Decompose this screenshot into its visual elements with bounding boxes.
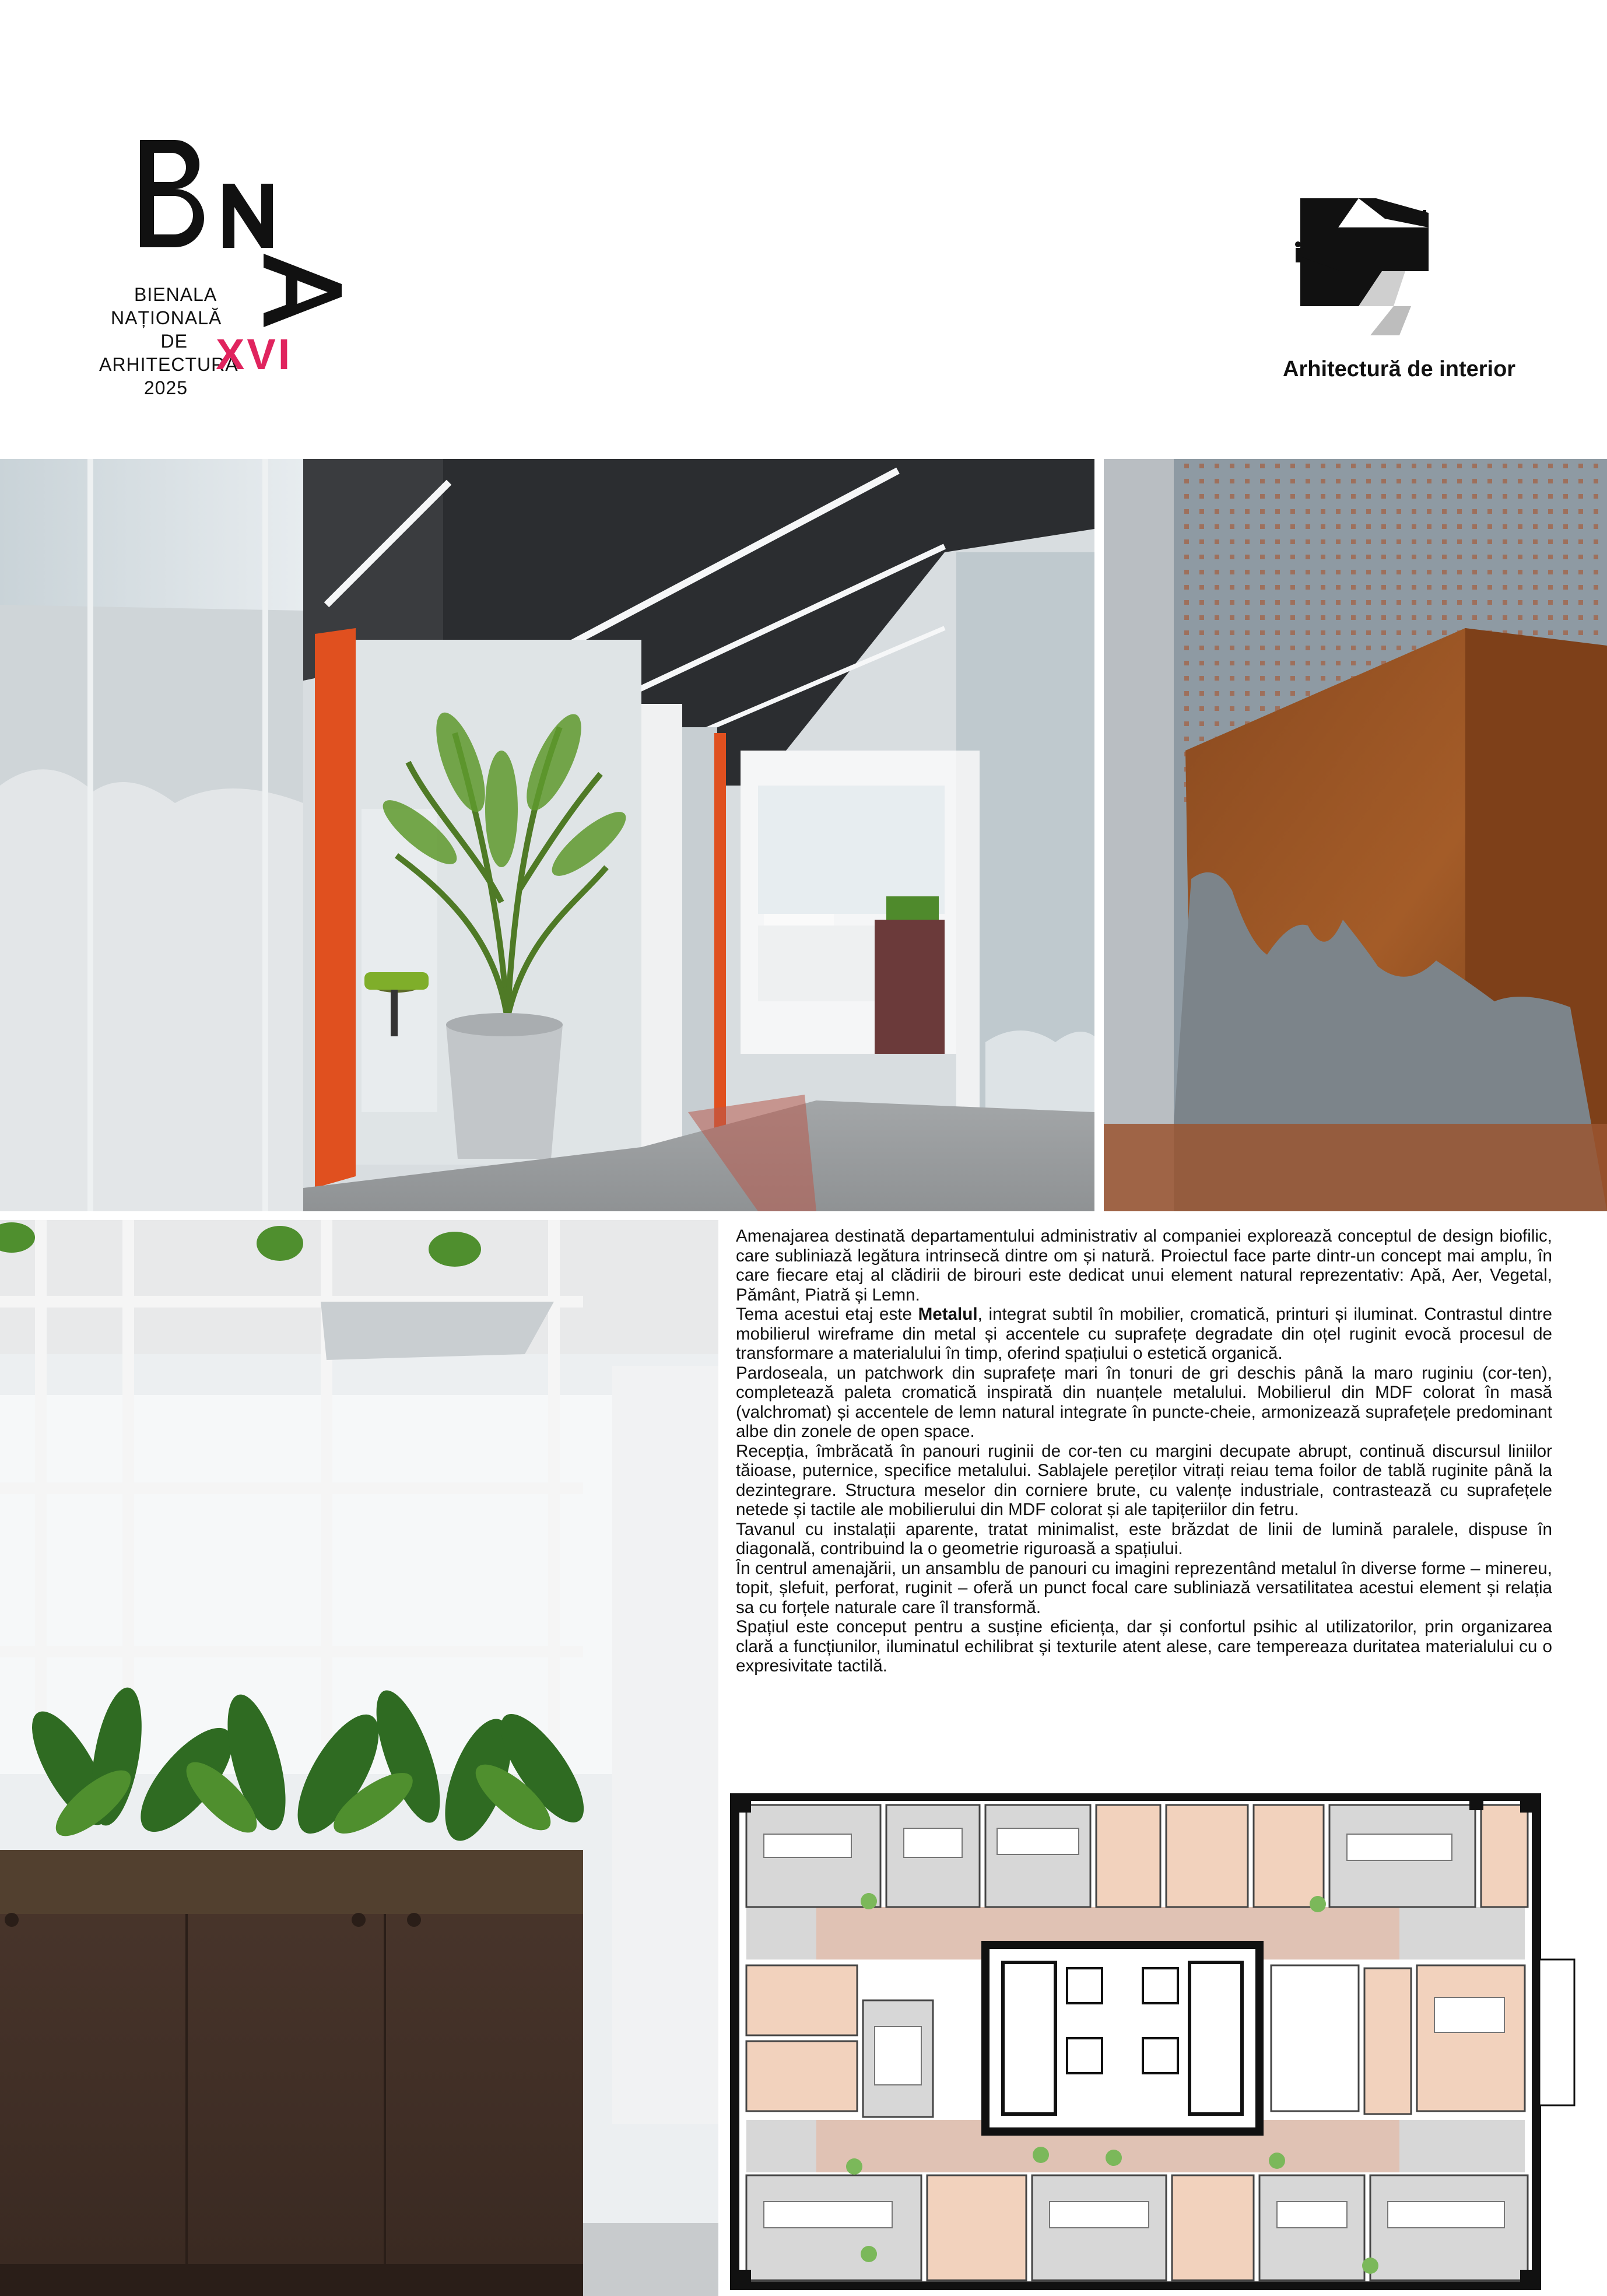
paragraph-2-end: , integrat subtil în mobilier, cromatică, printuri și iluminat. Contrastul dintre mobilierul wireframe din metal și accentele cu suprafețe degradate din oțel ruginit evocă procesul de transformare a materialului în timp, oferind spațiului o estetică organică.: [736, 1305, 1552, 1363]
paragraph-2: [736, 1305, 1552, 1363]
project-description: [736, 1226, 1552, 1676]
logo-text-line-2: NAȚIONALĂ: [111, 307, 222, 328]
paragraph-3: Pardoseala, un patchwork din suprafețe mari în tonuri de gri deschis până la maro ruginiu (cor-ten), completează paleta cromatică inspirată din nuanțele metalului. Mobilierul din MDF colorat în masă (valchromat) și accentele de lemn natural integrate în puncte-cheie, armonizează suprafețele predominant albe din zonele de open space.: [736, 1363, 1552, 1441]
bna-logo: [99, 137, 356, 405]
paragraph-7: Spațiul este conceput pentru a susține eficiența, dar și confortul psihic al utilizatorilor, prin organizarea clară a funcțiunilor, iluminatul echilibrat și texturile atent alese, care tempereaza duritatea materialului cu o expresivitate tactilă.: [736, 1617, 1552, 1675]
planter-photo: [0, 1220, 718, 2296]
logo-text-line-4: ARHITECTURĂ: [99, 354, 238, 375]
paragraph-4: Recepția, îmbrăcată în panouri ruginii de cor-ten cu margini decupate abrupt, continuă discursul liniilor tăioase, puternice, specifice metalului. Sablajele pereților vitrați reiau tema foilor de tablă ruginite până la dezintegrare. Structura meselor din corniere brute, cu valențe industriale, contrastează cu suprafețele netede și tactile ale mobilierului din MDF colorat și ale tapițeriilor din fetru.: [736, 1441, 1552, 1519]
category-label: Arhitectură de interior: [1283, 357, 1516, 381]
floor-plan: [729, 1793, 1586, 2290]
edition-label: XVI: [216, 330, 293, 378]
paragraph-6: În centrul amenajării, un ansamblu de panouri cu imagini reprezentând metalul în diverse forme – minereu, topit, șlefuit, perforat, ruginit – oferă un punct focal care subliniază versatilitatea acestui element și relația sa cu forțele naturale care îl transformă.: [736, 1558, 1552, 1617]
metal-theme-highlight: Metalul: [918, 1305, 978, 1324]
logo-text-line-3: DE: [160, 331, 188, 352]
paragraph-2-start: Tema acestui etaj este: [736, 1305, 918, 1324]
logo-text-line-1: BIENALA: [134, 284, 217, 305]
logo-text-line-5: 2025: [143, 377, 188, 398]
corridor-photo: [0, 459, 1094, 1211]
paragraph-5: Tavanul cu instalații aparente, tratat minimalist, este brăzdat de linii de lumină paralele, dispuse în diagonală, contribuind la o geometrie riguroasă a spațiului.: [736, 1519, 1552, 1558]
paragraph-1: Amenajarea destinată departamentului administrativ al companiei explorează conceptul de design biofilic, care subliniază legătura intrinsecă dintre om și natură. Proiectul face parte dintr-un concept mai amplu, în care fiecare etaj al clădirii de birouri este dedicat unui element natural reprezentativ: Apă, Aer, Vegetal, Pământ, Piatră și Lemn.: [736, 1226, 1552, 1305]
reception-photo: [1104, 459, 1607, 1211]
interior-architecture-icon: [1289, 195, 1440, 335]
